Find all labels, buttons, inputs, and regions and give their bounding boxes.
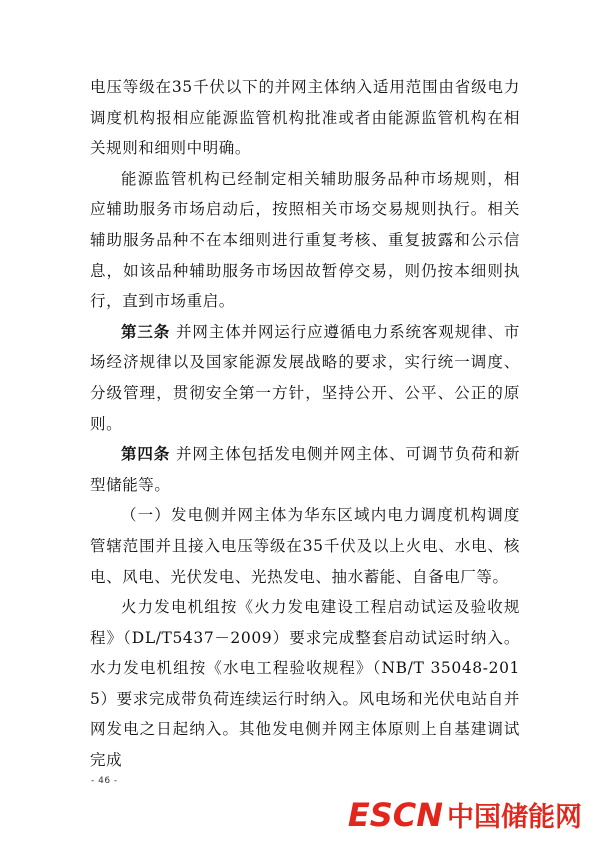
paragraph-1-text: 电压等级在35千伏以下的并网主体纳入适用范围由省级电力调度机构报相应能源监管机构批准或者由能源监管机构在相关规则和细则中明确。 — [90, 78, 520, 158]
article-3-heading: 第三条 — [121, 322, 171, 341]
paragraph-article-4 — [90, 439, 520, 500]
paragraph-item-1 — [90, 500, 520, 592]
paragraph-2 — [90, 164, 520, 317]
watermark-cn: 中国储能网 — [447, 802, 582, 833]
paragraph-units — [90, 592, 520, 776]
document-body — [90, 72, 520, 776]
page-number: - 46 - — [91, 776, 118, 786]
escn-watermark-logo — [348, 795, 582, 834]
paragraph-2-text: 能源监管机构已经制定相关辅助服务品种市场规则，相应辅助服务市场启动后，按照相关市场交易规则执行。相关辅助服务品种不在本细则进行重复考核、重复披露和公示信息，如该品种辅助服务市场因故暂停交易，则仍按本细则执行，直到市场重启。 — [90, 169, 520, 311]
paragraph-article-3 — [90, 317, 520, 439]
paragraph-item-1-text: （一）发电侧并网主体为华东区域内电力调度机构调度管辖范围并且接入电压等级在35千伏及以上火电、水电、核电、风电、光伏发电、光热发电、抽水蓄能、自备电厂等。 — [90, 506, 520, 586]
watermark-en: ESCN — [347, 796, 443, 834]
article-4-heading: 第四条 — [121, 445, 171, 464]
article-4-text: 并网主体包括发电侧并网主体、可调节负荷和新型储能等。 — [90, 445, 520, 494]
article-3-text: 并网主体并网运行应遵循电力系统客观规律、市场经济规律以及国家能源发展战略的要求，实行统一调度、分级管理，贯彻安全第一方针，坚持公开、公平、公正的原则。 — [90, 322, 520, 433]
paragraph-1 — [90, 72, 520, 164]
paragraph-units-text: 火力发电机组按《火力发电建设工程启动试运及验收规程》（DL/T5437－2009）要求完成整套启动试运时纳入。水力发电机组按《水电工程验收规程》（NB/T 35048-2015）要求完成带负荷连续运行时纳入。风电场和光伏电站自并网发电之日起纳入。其他发电侧并网主体原则上自基建调试完成 — [90, 598, 520, 770]
